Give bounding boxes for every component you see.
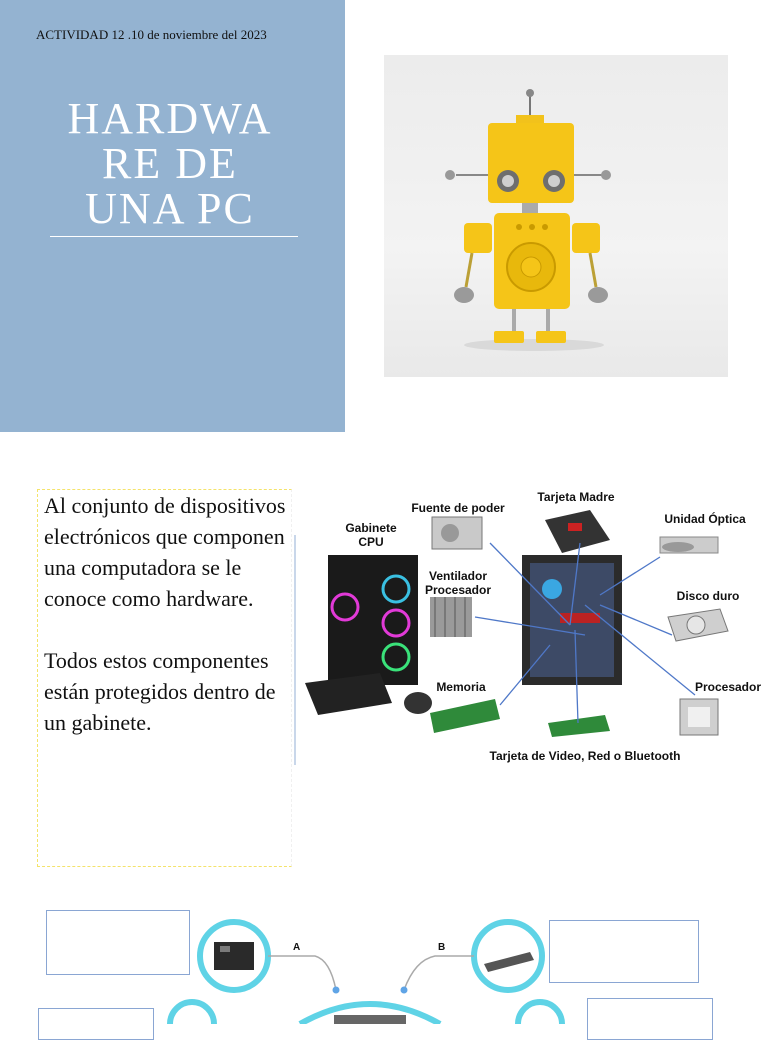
label-tarjetas: Tarjeta de Video, Red o Bluetooth bbox=[489, 749, 681, 763]
activity-date: ACTIVIDAD 12 .10 de noviembre del 2023 bbox=[36, 27, 267, 42]
letter-a: A bbox=[293, 942, 301, 953]
label-procesador: Procesador bbox=[694, 680, 762, 694]
letter-b: B bbox=[438, 942, 446, 953]
intro-paragraph-2: Todos estos componentes están protegidos dentro de un gabinete. bbox=[44, 648, 276, 735]
cover-title-line-2: RE DE bbox=[102, 139, 238, 188]
robot-illustration bbox=[384, 55, 728, 377]
robot-image bbox=[384, 55, 728, 377]
worksheet-graphics bbox=[0, 880, 768, 1024]
cover-title-line-3: UNA PC bbox=[85, 184, 255, 233]
label-ventilador: Ventilador Procesador bbox=[424, 569, 492, 597]
cover-panel bbox=[0, 0, 345, 432]
label-unidad-optica: Unidad Óptica bbox=[664, 512, 746, 526]
cover-title-line-1: HARDWA bbox=[67, 94, 273, 143]
label-memoria: Memoria bbox=[436, 680, 486, 694]
label-fuente: Fuente de poder bbox=[411, 501, 505, 515]
intro-paragraph-1: Al conjunto de dispositivos electrónicos que componen una computadora se le conoce como hardware. bbox=[44, 493, 286, 611]
intro-text-box bbox=[37, 489, 292, 867]
label-gabinete: Gabinete CPU bbox=[345, 521, 397, 549]
divider-line bbox=[294, 535, 296, 765]
label-disco: Disco duro bbox=[676, 589, 740, 603]
label-tarjeta-madre: Tarjeta Madre bbox=[537, 490, 615, 504]
worksheet-diagram bbox=[0, 880, 768, 1024]
title-underline bbox=[50, 236, 298, 237]
hardware-diagram bbox=[300, 485, 768, 770]
cover-title bbox=[40, 96, 300, 231]
